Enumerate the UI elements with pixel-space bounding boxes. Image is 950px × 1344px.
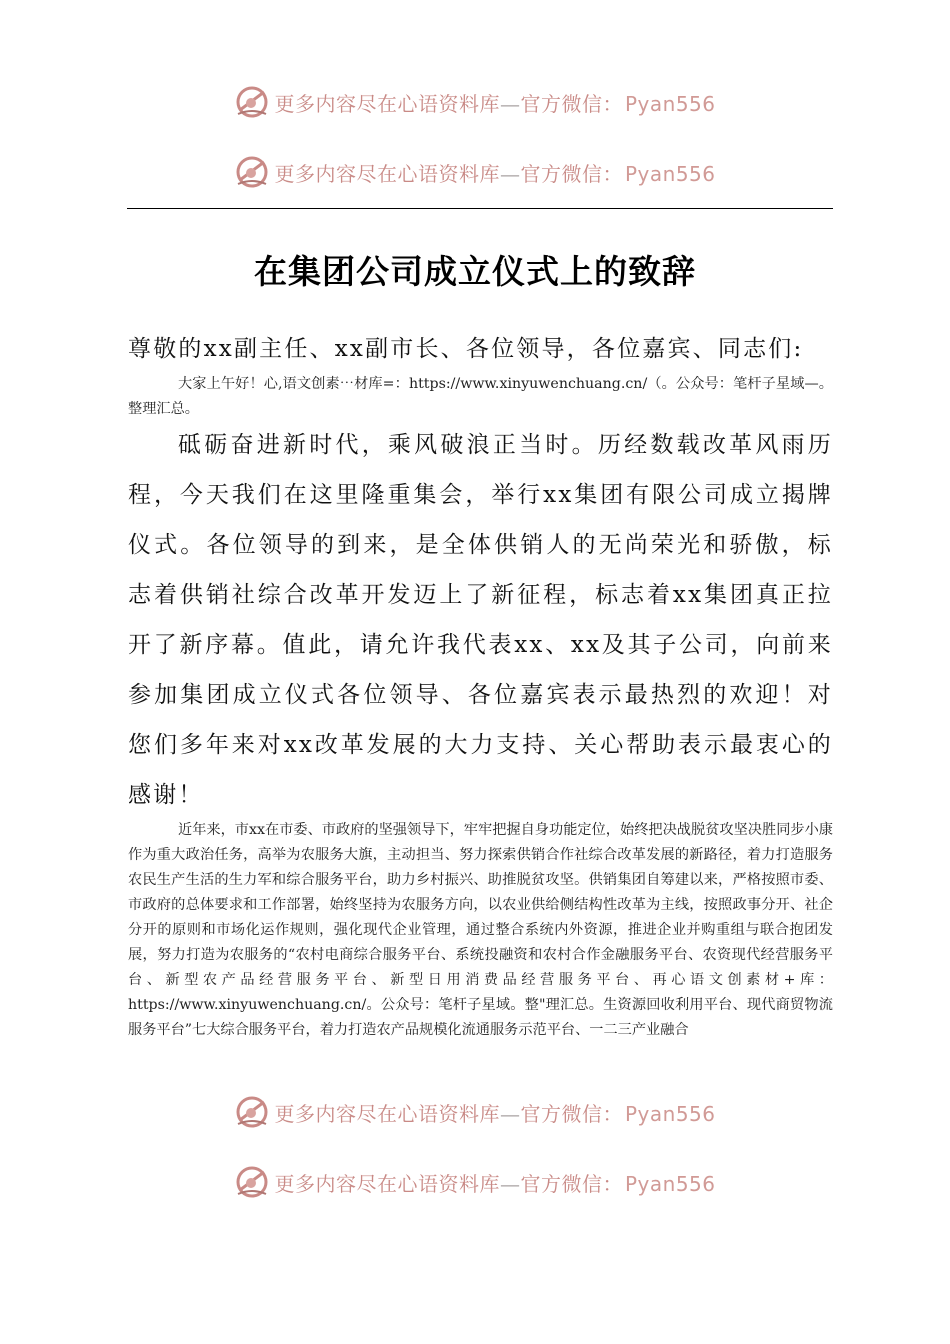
watermark-text: 更多内容尽在心语资料库—官方微信： Pyan556	[274, 1171, 716, 1196]
brand-logo-icon	[234, 1164, 270, 1200]
recent-paragraph: 近年来，市xx在市委、市政府的坚强领导下，牢牢把握自身功能定位，始终把决战脱贫攻坚决胜同步小康作为重大政治任务，高举为农服务大旗，主动担当、努力探索供销合作社综合改革发展的新路径，着力打造服务农民生产生活的生力军和综合服务平台，助力乡村振兴、助推脱贫攻坚。供销集团自筹建以来，严格按照市委、市政府的总体要求和工作部署，始终坚持为农服务方向，以农业供给侧结构性改革为主线，按照政事分开、社企分开的原则和市场化运作规则，强化现代企业管理，通过整合系统内外资源，推进企业并购重组与联合抱团发展，努力打造为农服务的“农村电商综合服务平台、系统投融资和农村合作金融服务平台、农资现代经营服务平台、新型农产品经营服务平台、新型日用消费品经营服务平台、再心语文创素材+库：https://www.xinyuwenchuang.cn/。公众号：笔杆子星域。整"理汇总。生资源回收利用平台、现代商贸物流服务平台”七大综合服务平台，着力打造农产品规模化流通服务示范平台、一二三产业融合	[128, 822, 833, 1038]
watermark-bottom-2	[0, 1162, 950, 1202]
watermark-text: 更多内容尽在心语资料库—官方微信： Pyan556	[274, 1101, 716, 1126]
watermark-top-2	[0, 152, 950, 192]
document-title: 在集团公司成立仪式上的致辞	[254, 252, 696, 291]
header-rule	[127, 208, 833, 209]
watermark-bottom-1	[0, 1092, 950, 1132]
brand-logo-icon	[234, 1094, 270, 1130]
brand-logo-icon	[234, 84, 270, 120]
watermark-text: 更多内容尽在心语资料库—官方微信： Pyan556	[274, 161, 716, 186]
salutation: 尊敬的xx副主任、xx副市长、各位领导，各位嘉宾、同志们:	[128, 336, 804, 362]
intro-paragraph: 大家上午好！心,语文创素⋯材库=：https://www.xinyuwenchuang.cn/（。公众号：笔杆子星域—。整理汇总。	[128, 376, 833, 417]
main-paragraph: 砥砺奋进新时代，乘风破浪正当时。历经数载改革风雨历程，今天我们在这里隆重集会，举行xx集团有限公司成立揭牌仪式。各位领导的到来，是全体供销人的无尚荣光和骄傲，标志着供销社综合改革开发迈上了新征程，标志着xx集团真正拉开了新序幕。值此，请允许我代表xx、xx及其子公司，向前来参加集团成立仪式各位领导、各位嘉宾表示最热烈的欢迎！对您们多年来对xx改革发展的大力支持、关心帮助表示最衷心的感谢！	[128, 432, 833, 808]
watermark-top-1	[0, 82, 950, 122]
watermark-text: 更多内容尽在心语资料库—官方微信： Pyan556	[274, 91, 716, 116]
brand-logo-icon	[234, 154, 270, 190]
